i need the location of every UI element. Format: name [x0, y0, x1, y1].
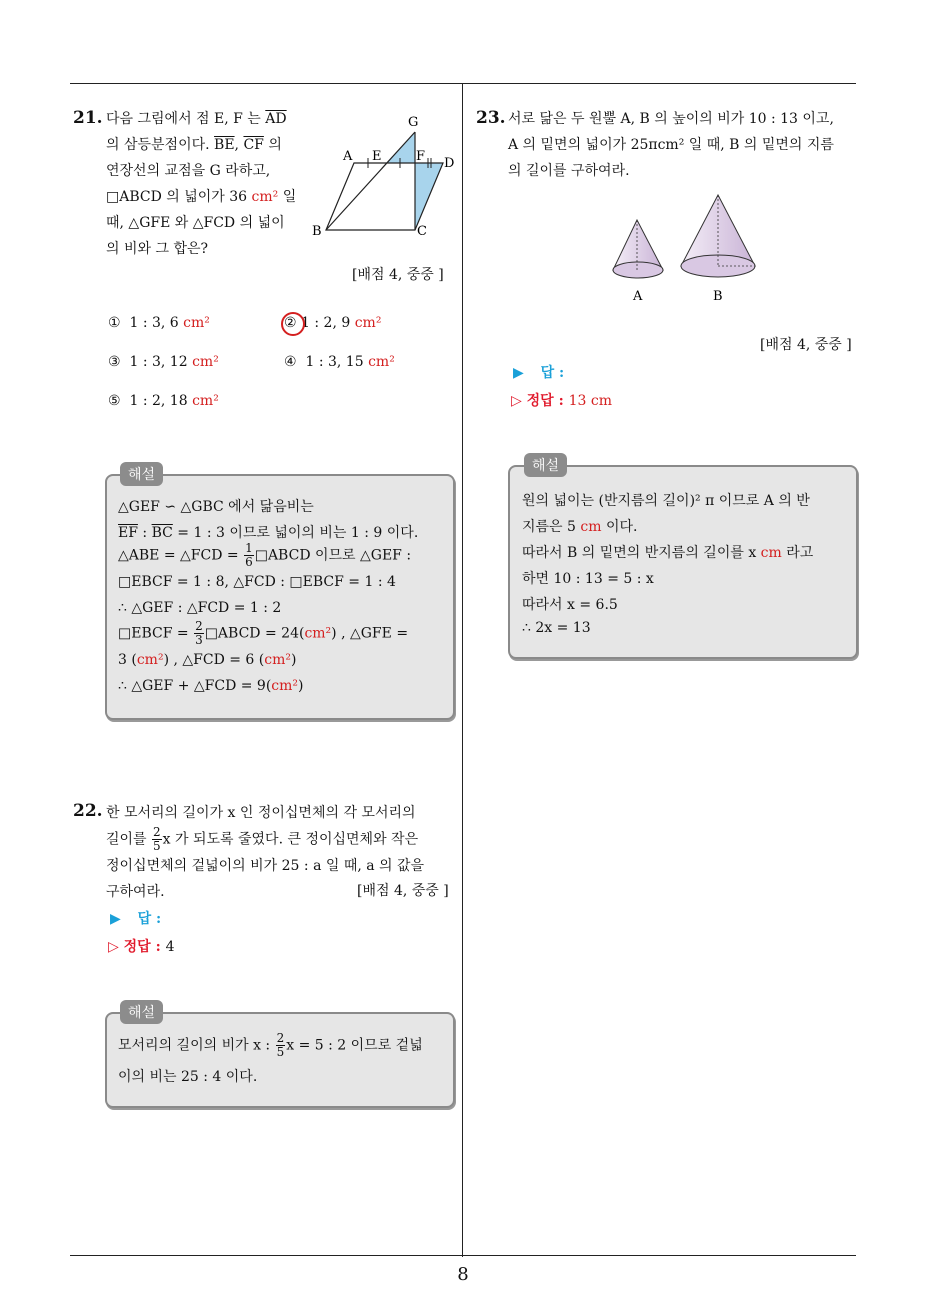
question-number: 23. [476, 108, 506, 128]
choice-1-text: 1 : 3, 6 [129, 315, 179, 331]
label-d: D [444, 156, 455, 171]
q21-line-3: 연장선의 교점을 G 라하고, [106, 163, 271, 179]
correct-value: 13 cm [568, 393, 613, 409]
label-cone-a: A [633, 289, 643, 304]
q23-text [508, 106, 858, 184]
sol-text: x = 5 : 2 이므로 겉넓 [286, 1037, 423, 1054]
segment-ef: $\overline{EF}$ [118, 525, 138, 541]
label-c: C [417, 224, 427, 239]
q23-solution-tag: 해설 [524, 453, 567, 477]
q21-sol-line-7 [118, 652, 296, 668]
denominator: 5 [276, 1045, 285, 1059]
choice-4-unit: cm² [368, 354, 395, 370]
q22-line-4: 구하여라. [106, 884, 165, 900]
choice-2[interactable] [284, 315, 381, 331]
q21-sol-line-2 [118, 522, 418, 542]
q23-line-2: A 의 밑면의 넓이가 25πcm² 일 때, B 의 밑면의 지름 [508, 137, 834, 153]
choice-2-text: 1 : 2, 9 [301, 315, 351, 331]
sol-text: ) , △GFE = [331, 625, 409, 642]
q21-text [106, 106, 296, 262]
fraction [152, 826, 162, 853]
sol-text: □EBCF = [118, 625, 194, 642]
fraction [244, 542, 254, 569]
unit: cm² [264, 652, 291, 668]
choice-2-unit: cm² [354, 315, 382, 331]
q22-line-3: 정이십면체의 겉넓이의 비가 25 : a 일 때, a 의 값을 [106, 858, 425, 874]
choice-1[interactable] [108, 315, 210, 331]
denominator: 3 [195, 633, 203, 647]
column-divider [462, 83, 463, 1257]
q21-solution-tag: 해설 [120, 462, 163, 486]
choice-1-unit: cm² [183, 315, 210, 331]
q22-answer-row[interactable] [110, 908, 161, 928]
q23-answer-row[interactable] [513, 362, 564, 382]
answer-label: 답 : [137, 911, 162, 927]
choice-2-mark: ② [284, 315, 297, 331]
choice-4[interactable] [284, 354, 395, 370]
denominator: 5 [153, 839, 161, 853]
numerator: 1 [245, 541, 253, 555]
sol-text: △ABE = △FCD = [118, 547, 244, 564]
sol-text: 모서리의 길이의 비가 x : [118, 1037, 275, 1054]
choice-5-text: 1 : 2, 18 [129, 393, 188, 409]
q23-sol-line-2 [522, 516, 637, 536]
sol-text: 지름은 5 [522, 519, 581, 535]
q21-line-2: 의 삼등분점이다. $\overline{BE}$, $\overline{CF}$ 의 [106, 137, 282, 153]
q22-solution-box [105, 1012, 455, 1108]
choice-5[interactable] [108, 393, 219, 409]
sol-text: □ABCD 이므로 △GEF : [254, 547, 412, 564]
q22-sol-line-1 [118, 1032, 423, 1059]
top-rule [70, 83, 856, 84]
sol-text: ) [298, 678, 304, 694]
numerator: 2 [153, 825, 161, 839]
choice-5-unit: cm² [192, 393, 219, 409]
q23-points: [배점 4, 중중 ] [760, 337, 852, 353]
q21-line-1: 다음 그림에서 점 E, F 는 $\overline{AD}$ [106, 111, 287, 127]
outline-triangle-icon: ▷ [108, 939, 119, 955]
sol-text: 3 ( [118, 652, 137, 668]
numerator: 2 [276, 1031, 285, 1045]
denominator: 6 [245, 555, 253, 569]
q21-sol-line-5: ∴ △GEF : △FCD = 1 : 2 [118, 600, 282, 616]
answer-label: 답 : [540, 365, 565, 381]
sol-text: ∴ △GEF + △FCD = 9( [118, 678, 272, 694]
q-text: 길이를 [106, 831, 152, 848]
q21-sol-line-3 [118, 542, 411, 569]
unit: cm² [136, 652, 164, 668]
sol-text: 라고 [781, 545, 814, 561]
q21-parallelogram-figure [308, 110, 458, 240]
label-b: B [312, 224, 322, 239]
sol-text: □ABCD = 24( [204, 625, 305, 642]
q21-line-4: □ABCD 의 넓이가 36 cm² 일 [106, 189, 297, 205]
q-text: x 가 되도록 줄였다. 큰 정이십면체와 작은 [162, 831, 419, 848]
q23-correct-answer [511, 390, 612, 410]
choice-3-mark: ③ [108, 354, 121, 370]
fraction [276, 1032, 286, 1059]
label-e: E [372, 149, 382, 164]
bottom-rule [70, 1255, 856, 1256]
play-triangle-icon: ▶ [513, 365, 524, 381]
segment-bc: $\overline{BC}$ [151, 525, 173, 541]
label-g: G [408, 115, 419, 130]
choice-4-mark: ④ [284, 354, 297, 370]
q21-line-5: 때, △GFE 와 △FCD 의 넓이 [106, 215, 285, 231]
unit: cm [760, 545, 782, 561]
page-number: 8 [457, 1264, 469, 1285]
question-number: 22. [73, 801, 103, 821]
sol-text: ) , △FCD = 6 ( [163, 652, 265, 668]
q23-sol-line-3 [522, 542, 813, 562]
choice-3-text: 1 : 3, 12 [129, 354, 188, 370]
sol-text: 따라서 B 의 밑면의 반지름의 길이를 x [522, 545, 761, 561]
q23-cones-figure [605, 190, 765, 308]
label-a: A [343, 149, 353, 164]
q21-sol-line-1: △GEF ∽ △GBC 에서 닮음비는 [118, 499, 314, 515]
correct-label: 정답 : [123, 939, 161, 955]
choice-4-text: 1 : 3, 15 [305, 354, 364, 370]
q21-sol-line-4: □EBCF = 1 : 8, △FCD : □EBCF = 1 : 4 [118, 574, 396, 590]
q23-line-3: 의 길이를 구하여라. [508, 163, 630, 179]
colon: : [137, 525, 152, 541]
sol-text: ) [290, 652, 297, 668]
q21-sol-line-8 [118, 678, 304, 694]
unit: cm² [304, 625, 332, 642]
q21-line-6: 의 비와 그 합은? [106, 241, 209, 257]
line-be-extended [326, 132, 415, 230]
q23-sol-line-6: ∴ 2x = 13 [522, 620, 591, 636]
question-number: 21. [73, 108, 103, 128]
play-triangle-icon: ▶ [110, 911, 121, 927]
choice-1-mark: ① [108, 315, 121, 331]
selected-circle-mark [279, 310, 307, 338]
correct-label: 정답 : [526, 393, 564, 409]
unit: cm [580, 519, 602, 535]
choice-3[interactable] [108, 354, 219, 370]
numerator: 2 [195, 619, 203, 633]
q22-solution-tag: 해설 [120, 1000, 163, 1024]
q22-points: [배점 4, 중중 ] [357, 883, 449, 899]
sol-text: = 1 : 3 이므로 넓이의 비는 1 : 9 이다. [172, 525, 419, 541]
q22-correct-answer [108, 936, 175, 956]
outline-triangle-icon: ▷ [511, 393, 522, 409]
label-f: F [416, 149, 426, 164]
q22-line-1: 한 모서리의 길이가 x 인 정이십면체의 각 모서리의 [106, 805, 416, 821]
cone-a-base [613, 262, 663, 278]
correct-value: 4 [165, 939, 175, 955]
q23-sol-line-4: 하면 10 : 13 = 5 : x [522, 571, 654, 587]
fraction [194, 620, 204, 647]
label-cone-b: B [713, 289, 723, 304]
unit: cm² [271, 678, 299, 694]
q23-line-1: 서로 닮은 두 원뿔 A, B 의 높이의 비가 10 : 13 이고, [508, 111, 834, 127]
q22-line-2 [106, 826, 456, 853]
q21-sol-line-6 [118, 620, 408, 647]
q23-sol-line-1: 원의 넓이는 (반지름의 길이)² π 이므로 A 의 반 [522, 493, 810, 509]
q23-sol-line-5: 따라서 x = 6.5 [522, 597, 618, 613]
choice-5-mark: ⑤ [108, 393, 121, 409]
q21-points: [배점 4, 중중 ] [352, 267, 444, 283]
sol-text: 이다. [601, 519, 638, 535]
q22-sol-line-2: 이의 비는 25 : 4 이다. [118, 1069, 258, 1085]
choice-3-unit: cm² [192, 354, 219, 370]
